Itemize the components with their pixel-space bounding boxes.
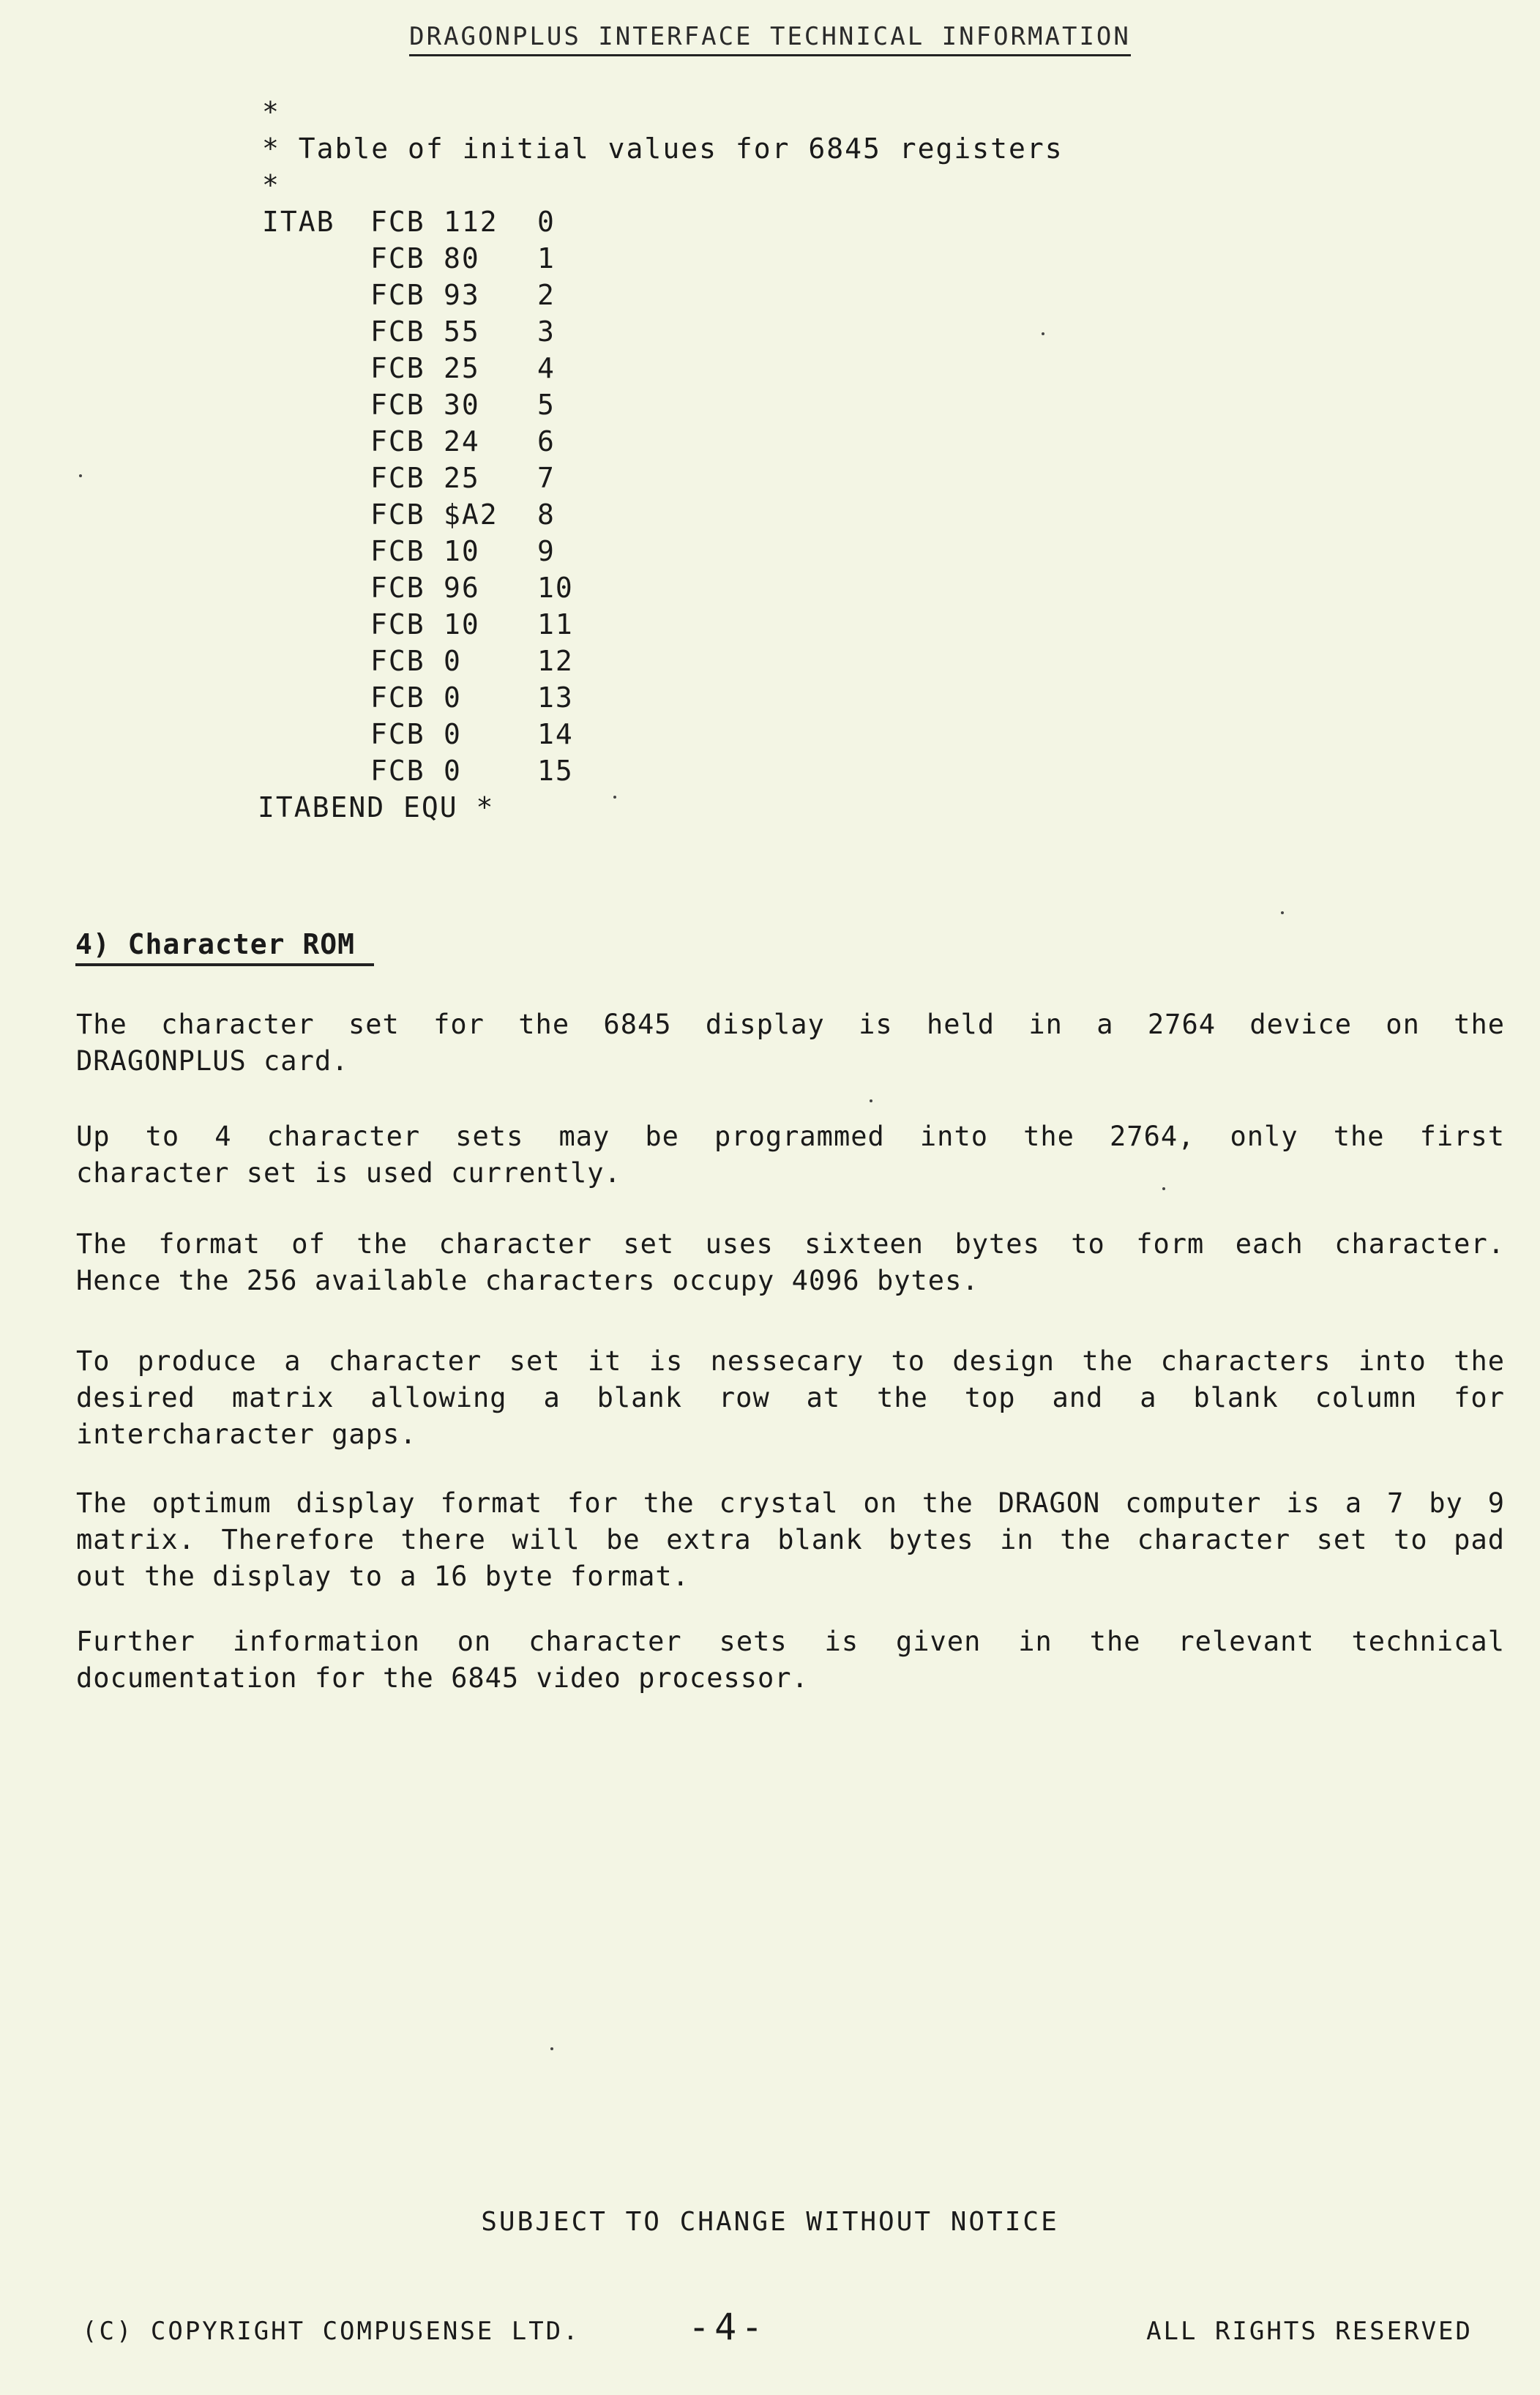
code-operand: 24 [444,425,480,457]
paragraph-line: The optimum display format for the crystal on the DRAGON computer is a 7 by 9 [76,1487,1505,1519]
code-operand: 112 [444,206,498,238]
code-operand: 10 [444,535,480,567]
comment-line: * [262,96,280,128]
fcb-line [262,240,1064,277]
paragraph [76,1343,1505,1453]
code-operand: 25 [444,352,480,384]
fcb-line [262,277,1064,313]
section-heading: 4) Character ROM [75,928,374,966]
paragraph-line: out the display to a 16 byte format. [76,1561,689,1592]
register-index: 4 [537,352,556,384]
fcb-line [262,423,1064,460]
paragraph-line: Further information on character sets is given in the relevant technical [76,1626,1505,1657]
code-opcode: FCB [370,608,425,640]
scan-speck [1162,1187,1165,1190]
paragraph-line: documentation for the 6845 video processor. [76,1662,809,1694]
code-opcode: FCB [370,718,425,750]
code-opcode: FCB [370,572,425,604]
code-operand: 80 [444,242,480,274]
code-operand: 10 [444,608,480,640]
scan-speck [550,2047,553,2050]
code-operand: 0 [444,645,462,677]
register-index: 11 [537,608,574,640]
code-opcode: FCB [370,206,425,238]
register-index: 14 [537,718,574,750]
code-opcode: FCB [370,389,425,421]
code-opcode: FCB [370,425,425,457]
register-table-code [258,94,1064,826]
register-index: 8 [537,498,556,531]
fcb-line [262,386,1064,423]
register-index: 7 [537,462,556,494]
scan-speck [79,474,82,477]
end-line: ITABEND EQU * [258,791,495,823]
paragraph [76,1006,1505,1080]
code-opcode: FCB [370,279,425,311]
paragraph-line: To produce a character set it is nessecary to design the characters into the [76,1345,1505,1377]
paragraph [76,1118,1505,1192]
code-operand: 0 [444,718,462,750]
code-operand: 93 [444,279,480,311]
paragraph-line: The format of the character set uses sixteen bytes to form each character. [76,1228,1505,1260]
scan-speck [1042,332,1044,335]
code-operand: 0 [444,755,462,787]
fcb-line [262,313,1064,350]
register-index: 5 [537,389,556,421]
fcb-line [262,606,1064,643]
paragraph [76,1226,1505,1299]
scan-speck [613,796,616,799]
rights-notice: ALL RIGHTS RESERVED [1146,2317,1473,2346]
paragraph-line: Hence the 256 available characters occupy 4096 bytes. [76,1265,979,1296]
register-index: 12 [537,645,574,677]
paragraph-line: Up to 4 character sets may be programmed into the 2764, only the first [76,1121,1505,1152]
register-index: 2 [537,279,556,311]
scan-speck [1281,911,1284,914]
code-opcode: FCB [370,242,425,274]
code-opcode: FCB [370,462,425,494]
code-opcode: FCB [370,352,425,384]
paragraph [76,1624,1505,1697]
code-operand: 0 [444,681,462,714]
fcb-line [262,350,1064,386]
code-opcode: FCB [370,681,425,714]
paragraph-line: intercharacter gaps. [76,1419,417,1450]
document-title: DRAGONPLUS INTERFACE TECHNICAL INFORMATION [409,22,1131,56]
scan-speck [870,1099,872,1102]
fcb-line [262,716,1064,752]
register-index: 10 [537,572,574,604]
paragraph-line: The character set for the 6845 display is held in a 2764 device on the [76,1009,1505,1040]
paragraph-line: matrix. Therefore there will be extra blank bytes in the character set to pad [76,1524,1505,1555]
code-operand: 30 [444,389,480,421]
fcb-line [262,496,1064,533]
register-index: 9 [537,535,556,567]
comment-line: * Table of initial values for 6845 registers [262,132,1064,165]
page-header [0,22,1540,56]
fcb-line [262,569,1064,606]
code-operand: 55 [444,315,480,348]
fcb-line [262,533,1064,569]
fcb-line [262,203,1064,240]
fcb-line [262,752,1064,789]
code-operand: 25 [444,462,480,494]
code-operand: $A2 [444,498,498,531]
code-opcode: FCB [370,315,425,348]
code-opcode: FCB [370,535,425,567]
fcb-lines [262,203,1064,789]
comment-line: * [262,169,280,201]
paragraph-line: desired matrix allowing a blank row at the top and a blank column for [76,1382,1505,1413]
page-number: -4- [688,2306,768,2348]
paragraph-line: DRAGONPLUS card. [76,1045,349,1077]
register-index: 6 [537,425,556,457]
register-index: 15 [537,755,574,787]
copyright-notice: (C) COPYRIGHT COMPUSENSE LTD. [82,2317,580,2346]
code-operand: 96 [444,572,480,604]
code-opcode: FCB [370,498,425,531]
paragraph-line: character set is used currently. [76,1157,621,1189]
fcb-line [262,460,1064,496]
change-notice: SUBJECT TO CHANGE WITHOUT NOTICE [481,2207,1059,2237]
code-label: ITAB [262,206,335,238]
register-index: 1 [537,242,556,274]
paragraph [76,1485,1505,1595]
code-opcode: FCB [370,645,425,677]
fcb-line [262,643,1064,679]
register-index: 0 [537,206,556,238]
register-index: 13 [537,681,574,714]
fcb-line [262,679,1064,716]
code-opcode: FCB [370,755,425,787]
register-index: 3 [537,315,556,348]
